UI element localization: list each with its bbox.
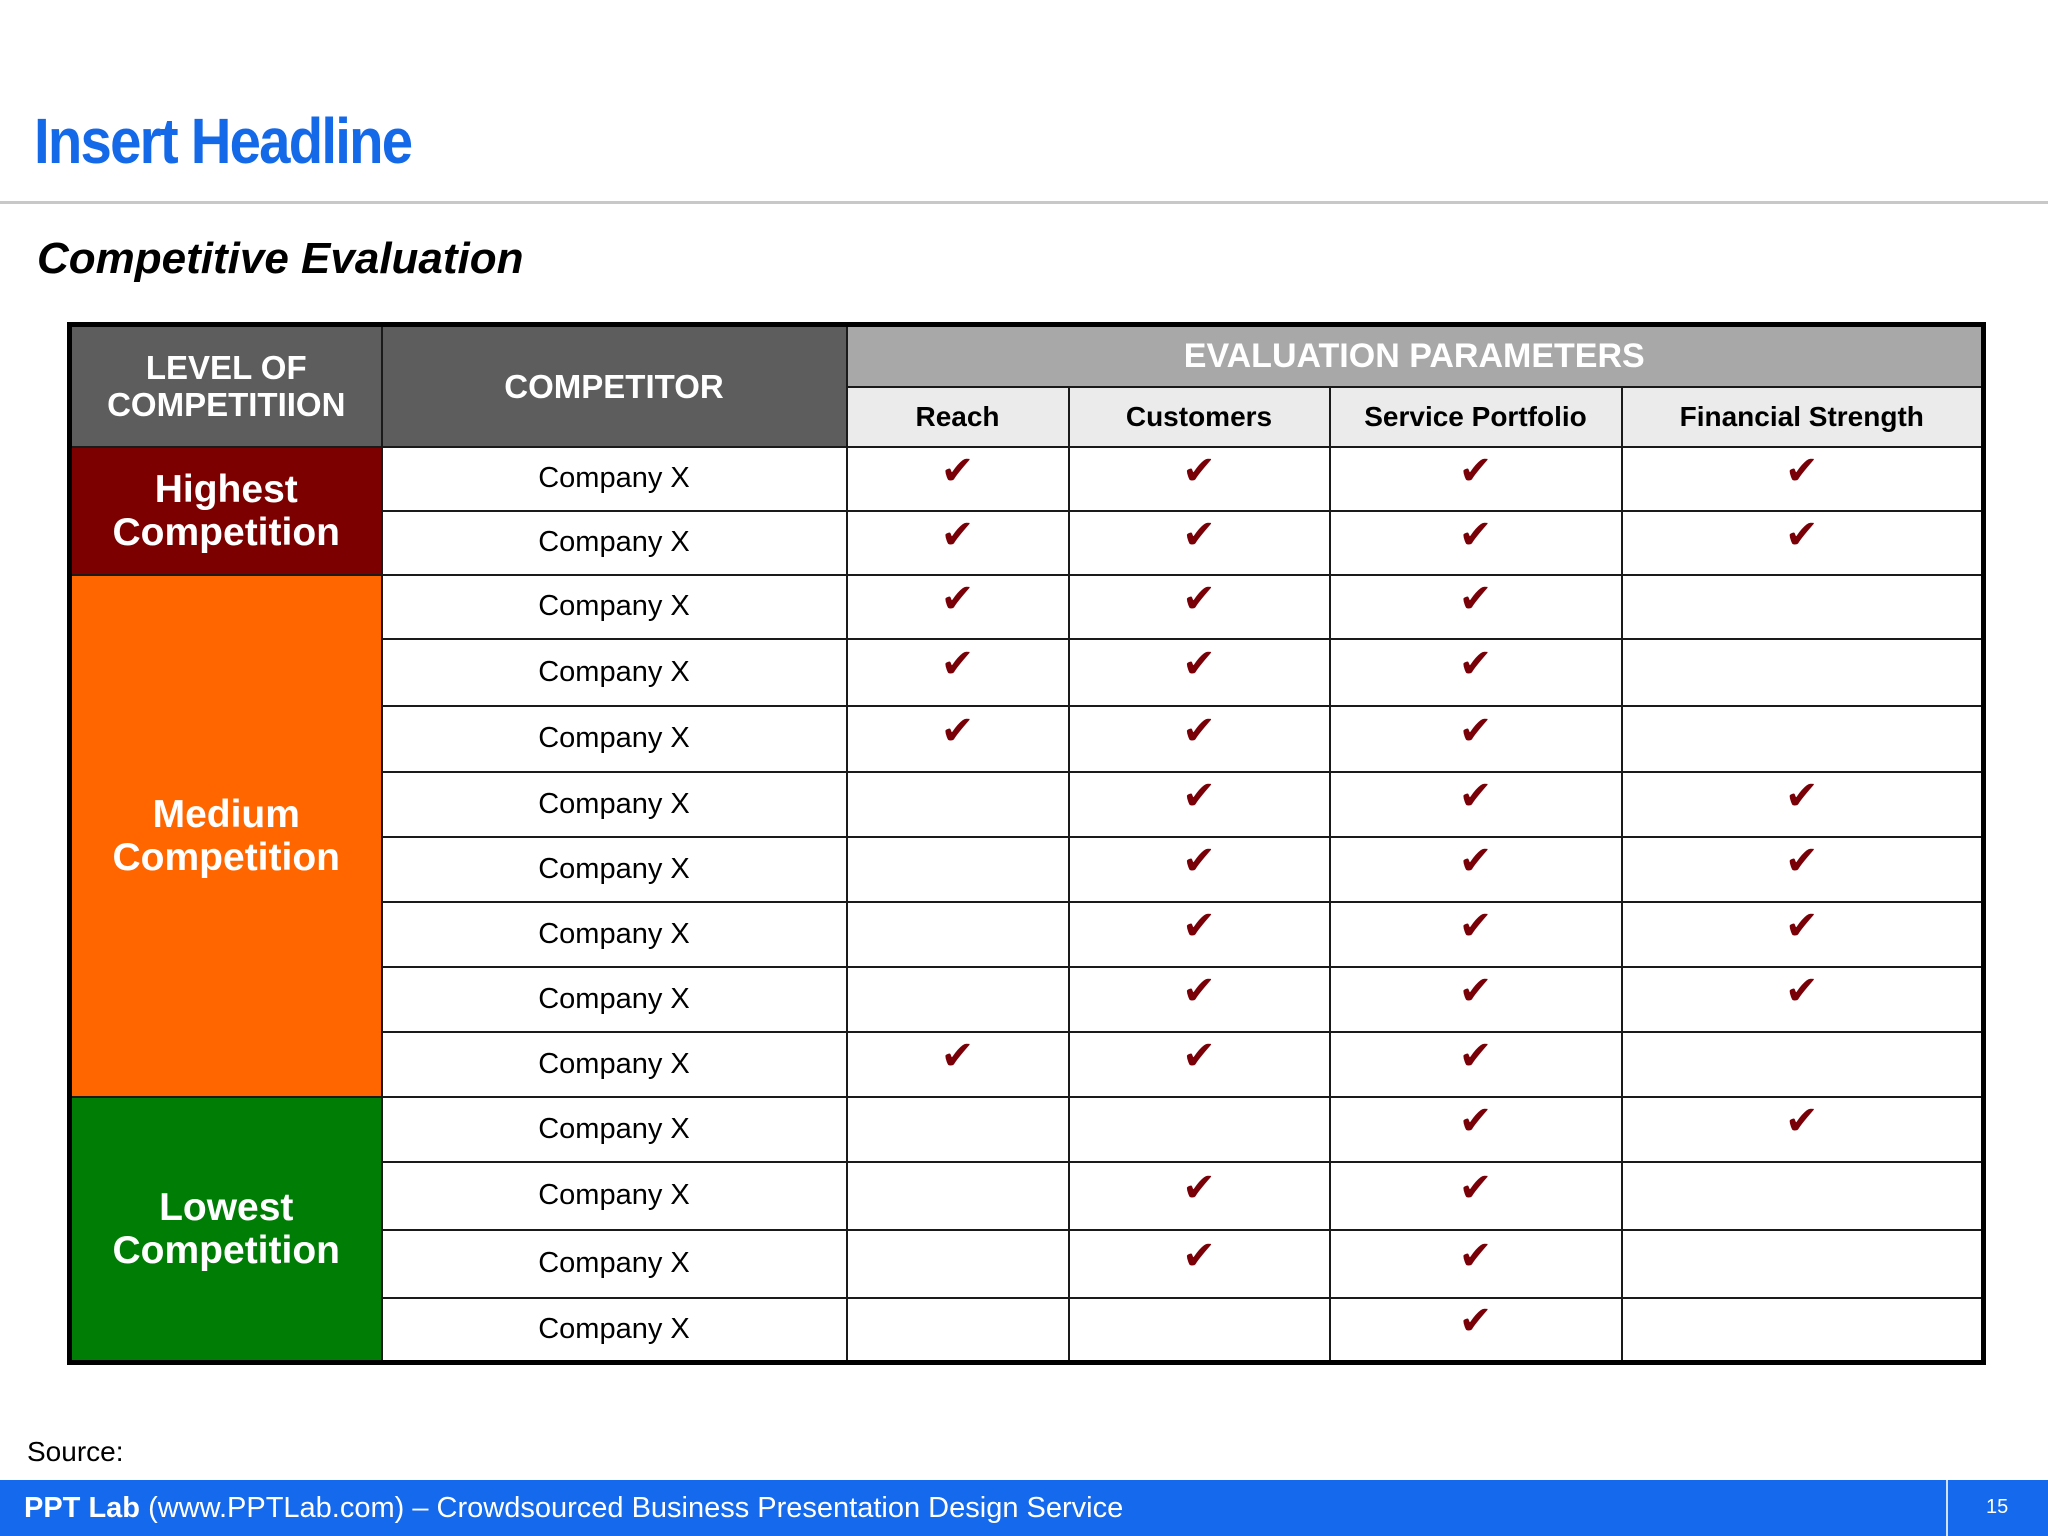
footer-text [24,1492,1123,1525]
cell-reach [847,447,1069,511]
cell-reach [847,902,1069,967]
checkmark-icon: ✔ [1458,1165,1493,1210]
checkmark-icon: ✔ [1182,1165,1216,1210]
footer-brand: PPT Lab [24,1492,141,1524]
checkmark-icon: ✔ [1182,576,1216,621]
cell-reach [847,639,1069,706]
headline-divider [0,201,2048,204]
competition-level-label-line2: Competition [112,510,340,554]
checkmark-icon: ✔ [940,576,975,621]
cell-service-portfolio [1330,837,1622,902]
competitor-name: Company X [382,837,847,902]
table-row [70,1097,1984,1162]
cell-customers [1069,447,1330,511]
cell-service-portfolio [1330,706,1622,772]
checkmark-icon: ✔ [1784,512,1819,557]
checkmark-icon: ✔ [1182,904,1216,948]
checkmark-icon: ✔ [1182,512,1216,557]
checkmark-icon: ✔ [940,1034,975,1078]
competitive-evaluation-table [67,322,1986,1365]
cell-service-portfolio [1330,1230,1622,1298]
competitor-name: Company X [382,639,847,706]
cell-service-portfolio [1330,967,1622,1032]
cell-customers [1069,1032,1330,1097]
cell-reach [847,575,1069,639]
cell-service-portfolio [1330,1032,1622,1097]
cell-customers [1069,511,1330,575]
cell-reach [847,1097,1069,1162]
competitor-name: Company X [382,1298,847,1363]
competitor-name: Company X [382,902,847,967]
competition-level-highest [70,447,382,575]
cell-service-portfolio [1330,1097,1622,1162]
checkmark-icon: ✔ [1784,774,1819,818]
competitor-name: Company X [382,1162,847,1230]
cell-service-portfolio [1330,902,1622,967]
cell-financial-strength [1622,575,1984,639]
header-level-line1: LEVEL OF [145,349,307,387]
checkmark-icon: ✔ [940,448,975,493]
slide-subtitle: Competitive Evaluation [37,234,524,283]
checkmark-icon: ✔ [1182,969,1216,1013]
competitor-name: Company X [382,772,847,837]
cell-service-portfolio [1330,447,1622,511]
checkmark-icon: ✔ [1458,1233,1493,1278]
footer-divider [1946,1480,1948,1536]
cell-service-portfolio [1330,511,1622,575]
cell-financial-strength [1622,639,1984,706]
cell-financial-strength [1622,1298,1984,1363]
cell-customers [1069,902,1330,967]
param-header-service-portfolio: Service Portfolio [1330,387,1622,447]
competition-level-label-line2: Competition [112,1228,340,1272]
checkmark-icon: ✔ [1458,1099,1493,1143]
competition-level-label-line2: Competition [112,835,340,879]
cell-customers [1069,575,1330,639]
footer-bar [0,1480,2048,1536]
header-level-line2: COMPETITIION [107,386,346,424]
checkmark-icon: ✔ [1458,904,1493,948]
table-row [70,447,1984,511]
cell-financial-strength [1622,967,1984,1032]
checkmark-icon: ✔ [1182,839,1216,883]
slide-headline: Insert Headline [34,105,412,177]
cell-reach [847,967,1069,1032]
checkmark-icon: ✔ [1182,774,1216,818]
cell-service-portfolio [1330,575,1622,639]
checkmark-icon: ✔ [1458,576,1493,621]
checkmark-icon: ✔ [1182,1034,1216,1078]
cell-customers [1069,1298,1330,1363]
checkmark-icon: ✔ [940,512,975,557]
header-competitor: COMPETITOR [382,325,847,447]
cell-customers [1069,706,1330,772]
cell-financial-strength [1622,772,1984,837]
checkmark-icon: ✔ [1784,904,1819,948]
cell-reach [847,706,1069,772]
cell-reach [847,1230,1069,1298]
cell-customers [1069,837,1330,902]
footer-tagline: (www.PPTLab.com) – Crowdsourced Business Presentation Design Service [140,1492,1124,1524]
competition-level-label-line1: Medium [152,792,300,836]
checkmark-icon: ✔ [1458,774,1493,818]
cell-financial-strength [1622,706,1984,772]
checkmark-icon: ✔ [1458,708,1493,753]
checkmark-icon: ✔ [1182,1233,1216,1278]
header-level-of-competition [70,325,382,447]
checkmark-icon: ✔ [940,642,975,686]
source-note: Source: [27,1436,124,1467]
competitor-name: Company X [382,967,847,1032]
competition-level-lowest [70,1097,382,1363]
checkmark-icon: ✔ [1784,1099,1819,1143]
cell-customers [1069,772,1330,837]
cell-reach [847,772,1069,837]
checkmark-icon: ✔ [1458,512,1493,557]
competitor-name: Company X [382,706,847,772]
checkmark-icon: ✔ [1458,448,1493,493]
checkmark-icon: ✔ [1458,1299,1493,1344]
competition-level-label-line1: Highest [154,467,298,511]
cell-customers [1069,967,1330,1032]
competitor-name: Company X [382,511,847,575]
header-evaluation-parameters: EVALUATION PARAMETERS [847,325,1984,387]
competitor-name: Company X [382,447,847,511]
param-header-financial-strength: Financial Strength [1622,387,1984,447]
checkmark-icon: ✔ [1784,839,1819,883]
checkmark-icon: ✔ [1182,708,1216,753]
competitor-name: Company X [382,1230,847,1298]
table-body [70,447,1984,1363]
cell-service-portfolio [1330,772,1622,837]
cell-reach [847,511,1069,575]
cell-financial-strength [1622,447,1984,511]
checkmark-icon: ✔ [1182,448,1216,493]
cell-financial-strength [1622,1230,1984,1298]
checkmark-icon: ✔ [1458,642,1493,686]
cell-financial-strength [1622,1162,1984,1230]
competition-level-medium [70,575,382,1097]
checkmark-icon: ✔ [1784,448,1819,493]
cell-reach [847,1162,1069,1230]
cell-financial-strength [1622,1097,1984,1162]
cell-financial-strength [1622,837,1984,902]
checkmark-icon: ✔ [1458,839,1493,883]
competitor-name: Company X [382,575,847,639]
cell-financial-strength [1622,1032,1984,1097]
cell-reach [847,1298,1069,1363]
cell-customers [1069,639,1330,706]
cell-service-portfolio [1330,1162,1622,1230]
checkmark-icon: ✔ [1182,642,1216,686]
cell-reach [847,1032,1069,1097]
competition-level-label-line1: Lowest [159,1185,294,1229]
cell-service-portfolio [1330,639,1622,706]
checkmark-icon: ✔ [1458,1034,1493,1078]
cell-customers [1069,1162,1330,1230]
cell-customers [1069,1097,1330,1162]
checkmark-icon: ✔ [1458,969,1493,1013]
checkmark-icon: ✔ [940,708,975,753]
checkmark-icon: ✔ [1784,969,1819,1013]
page-number: 15 [1986,1496,2009,1518]
cell-reach [847,837,1069,902]
cell-financial-strength [1622,511,1984,575]
cell-financial-strength [1622,902,1984,967]
competitor-name: Company X [382,1097,847,1162]
param-header-reach: Reach [847,387,1069,447]
cell-customers [1069,1230,1330,1298]
cell-service-portfolio [1330,1298,1622,1363]
table-row [70,575,1984,639]
competitor-name: Company X [382,1032,847,1097]
param-header-customers: Customers [1069,387,1330,447]
